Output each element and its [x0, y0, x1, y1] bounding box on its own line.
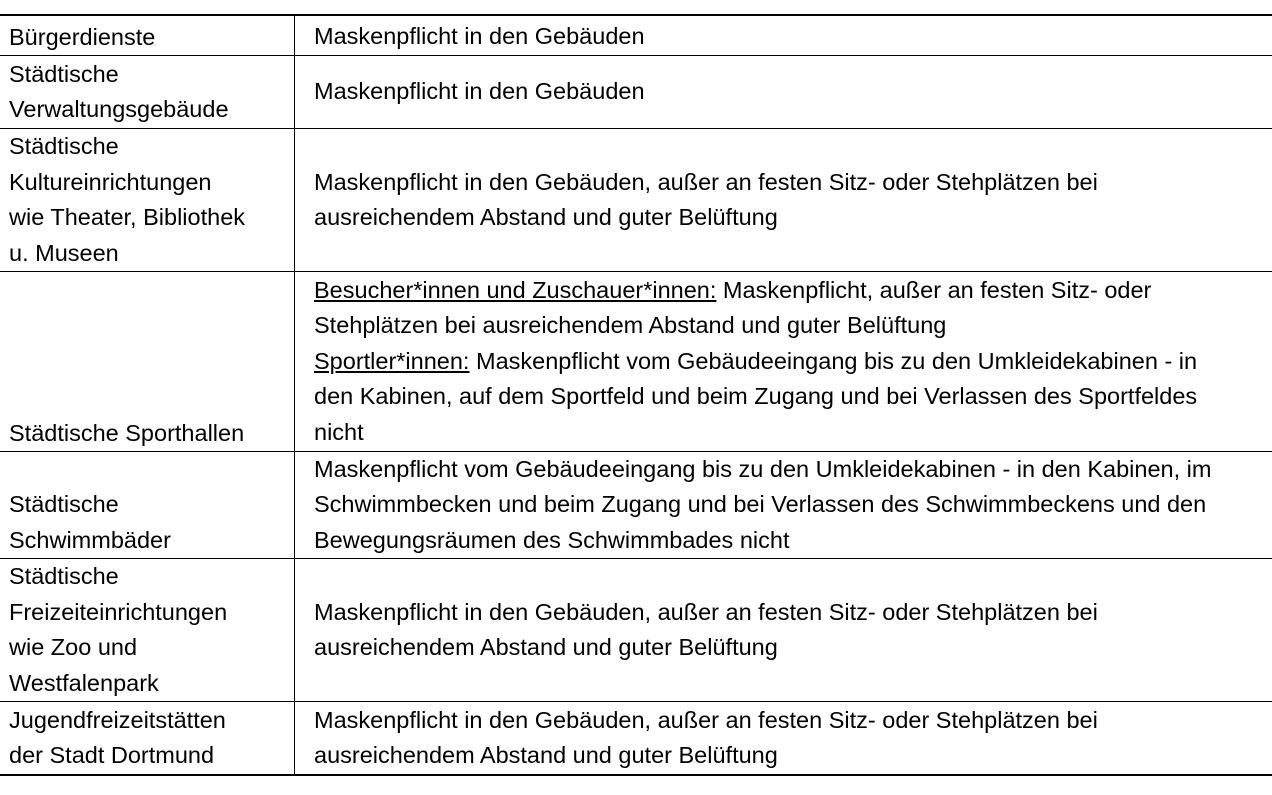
rule-text: Maskenpflicht in den Gebäuden	[314, 23, 645, 49]
rule-line	[314, 487, 1272, 523]
facility-line: Jugendfreizeitstätten	[9, 706, 226, 733]
rule-cell	[295, 452, 1272, 558]
facility-line: Bürgerdienste	[9, 23, 156, 50]
table-row	[0, 56, 1272, 129]
rule-line	[314, 523, 1272, 559]
rule-text: Maskenpflicht in den Gebäuden, außer an festen Sitz- oder Stehplätzen bei	[314, 168, 1098, 195]
rule-line	[314, 200, 1272, 236]
facility-line: der Stadt Dortmund	[9, 742, 215, 768]
facility-cell	[0, 559, 295, 701]
rule-line	[314, 738, 1272, 774]
facility-cell	[0, 16, 295, 55]
facility-line: wie Zoo und	[9, 634, 138, 660]
rule-line	[314, 703, 1272, 739]
rule-text: Maskenpflicht in den Gebäuden	[314, 78, 645, 105]
rule-text: Schwimmbecken und beim Zugang und bei Verlassen des Schwimmbeckens und den	[314, 491, 1207, 518]
facility-line: Schwimmbäder	[9, 526, 171, 553]
rule-line	[314, 273, 1272, 309]
rule-cell	[295, 16, 1272, 55]
facility-line: Westfalenpark	[9, 669, 159, 696]
rule-cell	[295, 702, 1272, 774]
rule-text: Maskenpflicht in den Gebäuden, außer an festen Sitz- oder Stehplätzen bei	[314, 598, 1098, 625]
facility-cell	[0, 56, 295, 128]
facility-cell	[0, 702, 295, 774]
facility-cell	[0, 272, 295, 451]
rule-text: nicht	[314, 418, 364, 445]
facility-line: Städtische	[9, 133, 119, 159]
rule-text: Bewegungsräumen des Schwimmbades nicht	[314, 526, 790, 553]
rule-line	[314, 595, 1272, 631]
table-row	[0, 559, 1272, 702]
group-label-visitors: Besucher*innen und Zuschauer*innen:	[314, 276, 717, 303]
rule-line	[314, 344, 1272, 380]
facility-line: Städtische	[9, 60, 119, 87]
rule-text: Maskenpflicht in den Gebäuden, außer an festen Sitz- oder Stehplätzen bei	[314, 706, 1098, 733]
rule-cell	[295, 129, 1272, 271]
rule-line	[314, 19, 1272, 55]
rule-cell	[295, 272, 1272, 451]
rule-text: Stehplätzen bei ausreichendem Abstand und guter Belüftung	[314, 312, 947, 339]
facility-cell	[0, 129, 295, 271]
facility-line: Städtische	[9, 563, 119, 589]
table-row	[0, 702, 1272, 774]
rule-line	[314, 308, 1272, 344]
rule-text: ausreichendem Abstand und guter Belüftung	[314, 204, 778, 230]
rule-text: Maskenpflicht, außer an festen Sitz- oder	[716, 276, 1152, 303]
rule-text: den Kabinen, auf dem Sportfeld und beim Zugang und bei Verlassen des Sportfeldes	[314, 383, 1198, 410]
facility-line: Städtische Sporthallen	[9, 419, 245, 446]
rule-line	[314, 74, 1272, 110]
facility-line: Verwaltungsgebäude	[9, 96, 229, 122]
mask-rules-table	[0, 14, 1272, 776]
rule-line	[314, 415, 1272, 451]
rule-text: ausreichendem Abstand und guter Belüftung	[314, 634, 778, 660]
facility-line: u. Museen	[9, 239, 119, 266]
facility-line: wie Theater, Bibliothek	[9, 204, 246, 230]
rule-text: Maskenpflicht vom Gebäudeeingang bis zu den Umkleidekabinen - in den Kabinen, im	[314, 455, 1212, 482]
rule-text: Maskenpflicht vom Gebäudeeingang bis zu den Umkleidekabinen - in	[469, 347, 1198, 374]
rule-line	[314, 630, 1272, 666]
rule-line	[314, 165, 1272, 201]
table-row	[0, 16, 1272, 56]
table-row	[0, 129, 1272, 272]
rule-text: ausreichendem Abstand und guter Belüftung	[314, 742, 778, 768]
rule-line	[314, 452, 1272, 488]
facility-line: Freizeiteinrichtungen	[9, 598, 228, 625]
table-row	[0, 272, 1272, 452]
rule-cell	[295, 56, 1272, 128]
rule-cell	[295, 559, 1272, 701]
rule-line	[314, 379, 1272, 415]
facility-cell	[0, 452, 295, 558]
facility-line: Kultureinrichtungen	[9, 168, 212, 195]
table-row	[0, 452, 1272, 559]
facility-line: Städtische	[9, 491, 119, 517]
group-label-athletes: Sportler*innen:	[314, 347, 470, 374]
